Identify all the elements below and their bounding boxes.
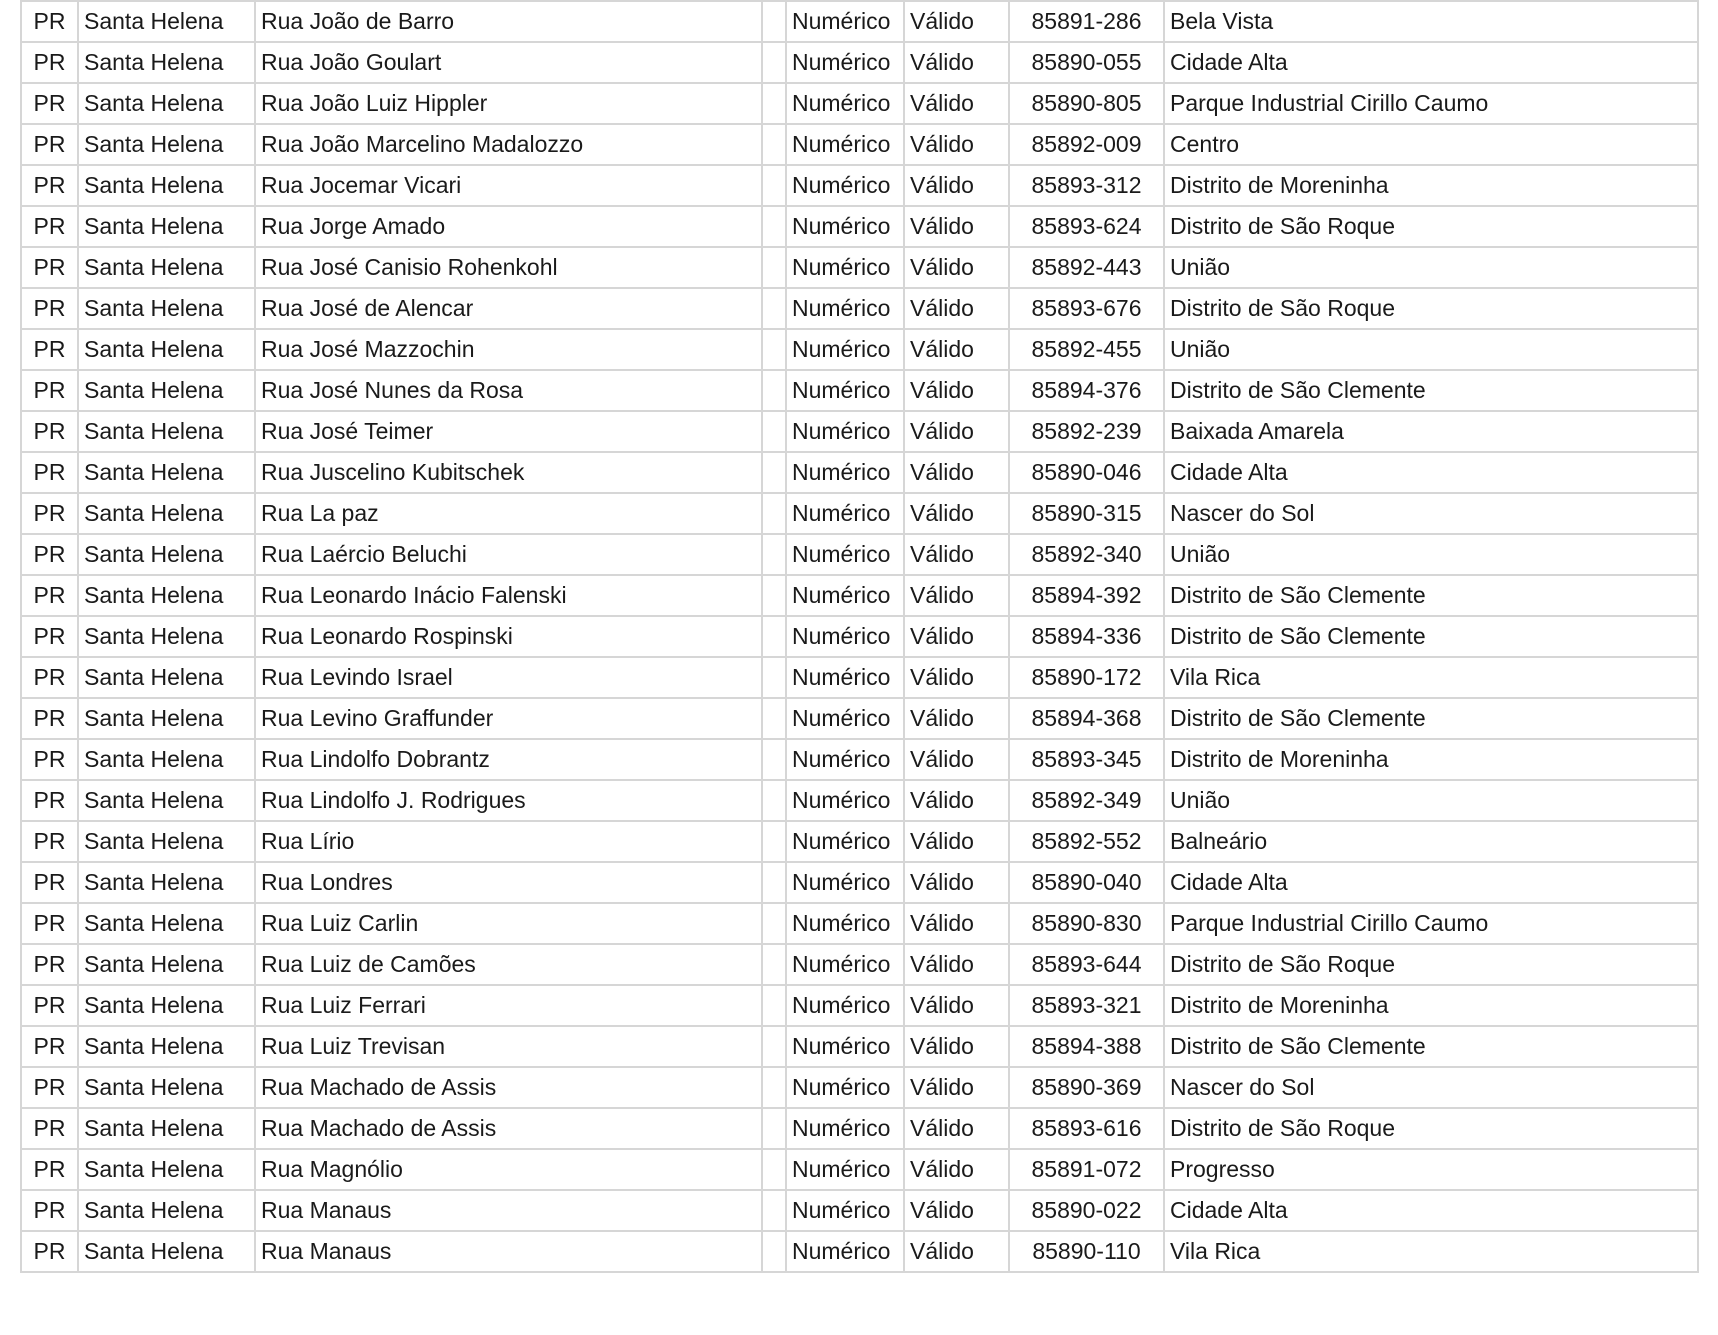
number-type-cell: Numérico [786, 1108, 904, 1149]
city-cell: Santa Helena [78, 452, 255, 493]
cep-cell: 85890-830 [1009, 903, 1164, 944]
table-row [21, 944, 1698, 985]
number-type-cell: Numérico [786, 1067, 904, 1108]
state-cell: PR [21, 1067, 78, 1108]
table-row [21, 42, 1698, 83]
status-cell: Válido [904, 1190, 1009, 1231]
city-cell: Santa Helena [78, 124, 255, 165]
status-cell: Válido [904, 493, 1009, 534]
table-row [21, 698, 1698, 739]
number-type-cell: Numérico [786, 370, 904, 411]
number-type-cell: Numérico [786, 985, 904, 1026]
table-row [21, 1, 1698, 42]
city-cell: Santa Helena [78, 1108, 255, 1149]
street-cell: Rua Lindolfo J. Rodrigues [255, 780, 762, 821]
city-cell: Santa Helena [78, 821, 255, 862]
city-cell: Santa Helena [78, 903, 255, 944]
table-row [21, 1190, 1698, 1231]
state-cell: PR [21, 247, 78, 288]
blank-cell [762, 1231, 786, 1272]
city-cell: Santa Helena [78, 1149, 255, 1190]
status-cell: Válido [904, 83, 1009, 124]
status-cell: Válido [904, 247, 1009, 288]
state-cell: PR [21, 698, 78, 739]
city-cell: Santa Helena [78, 657, 255, 698]
street-cell: Rua Londres [255, 862, 762, 903]
state-cell: PR [21, 739, 78, 780]
table-row [21, 1108, 1698, 1149]
status-cell: Válido [904, 821, 1009, 862]
city-cell: Santa Helena [78, 165, 255, 206]
street-cell: Rua Luiz Ferrari [255, 985, 762, 1026]
status-cell: Válido [904, 1231, 1009, 1272]
number-type-cell: Numérico [786, 657, 904, 698]
city-cell: Santa Helena [78, 411, 255, 452]
cep-cell: 85892-552 [1009, 821, 1164, 862]
table-row [21, 288, 1698, 329]
table-row [21, 411, 1698, 452]
cep-cell: 85894-336 [1009, 616, 1164, 657]
street-cell: Rua João Marcelino Madalozzo [255, 124, 762, 165]
state-cell: PR [21, 1108, 78, 1149]
city-cell: Santa Helena [78, 1067, 255, 1108]
neighborhood-cell: Nascer do Sol [1164, 493, 1698, 534]
street-cell: Rua Machado de Assis [255, 1108, 762, 1149]
status-cell: Válido [904, 534, 1009, 575]
status-cell: Válido [904, 575, 1009, 616]
neighborhood-cell: Baixada Amarela [1164, 411, 1698, 452]
blank-cell [762, 862, 786, 903]
status-cell: Válido [904, 903, 1009, 944]
city-cell: Santa Helena [78, 1231, 255, 1272]
table-row [21, 780, 1698, 821]
table-row [21, 329, 1698, 370]
number-type-cell: Numérico [786, 124, 904, 165]
number-type-cell: Numérico [786, 862, 904, 903]
table-row [21, 370, 1698, 411]
state-cell: PR [21, 206, 78, 247]
city-cell: Santa Helena [78, 985, 255, 1026]
city-cell: Santa Helena [78, 83, 255, 124]
neighborhood-cell: Parque Industrial Cirillo Caumo [1164, 83, 1698, 124]
cep-cell: 85894-368 [1009, 698, 1164, 739]
neighborhood-cell: Cidade Alta [1164, 1190, 1698, 1231]
blank-cell [762, 575, 786, 616]
table-row [21, 1149, 1698, 1190]
status-cell: Válido [904, 698, 1009, 739]
state-cell: PR [21, 534, 78, 575]
table-row [21, 493, 1698, 534]
blank-cell [762, 1108, 786, 1149]
state-cell: PR [21, 780, 78, 821]
neighborhood-cell: Vila Rica [1164, 657, 1698, 698]
table-row [21, 165, 1698, 206]
cep-cell: 85890-055 [1009, 42, 1164, 83]
street-cell: Rua La paz [255, 493, 762, 534]
state-cell: PR [21, 985, 78, 1026]
street-cell: Rua João Luiz Hippler [255, 83, 762, 124]
state-cell: PR [21, 1026, 78, 1067]
table-row [21, 985, 1698, 1026]
blank-cell [762, 288, 786, 329]
street-cell: Rua João Goulart [255, 42, 762, 83]
street-cell: Rua Luiz de Camões [255, 944, 762, 985]
number-type-cell: Numérico [786, 1231, 904, 1272]
neighborhood-cell: Progresso [1164, 1149, 1698, 1190]
number-type-cell: Numérico [786, 780, 904, 821]
street-cell: Rua Lírio [255, 821, 762, 862]
state-cell: PR [21, 616, 78, 657]
blank-cell [762, 1190, 786, 1231]
state-cell: PR [21, 821, 78, 862]
number-type-cell: Numérico [786, 698, 904, 739]
street-cell: Rua Machado de Assis [255, 1067, 762, 1108]
blank-cell [762, 452, 786, 493]
city-cell: Santa Helena [78, 288, 255, 329]
number-type-cell: Numérico [786, 411, 904, 452]
blank-cell [762, 42, 786, 83]
city-cell: Santa Helena [78, 206, 255, 247]
cep-cell: 85890-040 [1009, 862, 1164, 903]
state-cell: PR [21, 288, 78, 329]
neighborhood-cell: Cidade Alta [1164, 862, 1698, 903]
status-cell: Válido [904, 985, 1009, 1026]
state-cell: PR [21, 944, 78, 985]
neighborhood-cell: Distrito de São Clemente [1164, 698, 1698, 739]
cep-cell: 85893-321 [1009, 985, 1164, 1026]
status-cell: Válido [904, 370, 1009, 411]
city-cell: Santa Helena [78, 493, 255, 534]
blank-cell [762, 493, 786, 534]
table-row [21, 534, 1698, 575]
neighborhood-cell: Vila Rica [1164, 1231, 1698, 1272]
cep-cell: 85890-110 [1009, 1231, 1164, 1272]
cep-cell: 85890-369 [1009, 1067, 1164, 1108]
cep-cell: 85891-072 [1009, 1149, 1164, 1190]
state-cell: PR [21, 42, 78, 83]
cep-cell: 85892-455 [1009, 329, 1164, 370]
street-cell: Rua José Canisio Rohenkohl [255, 247, 762, 288]
street-cell: Rua José Teimer [255, 411, 762, 452]
cep-cell: 85892-340 [1009, 534, 1164, 575]
status-cell: Válido [904, 452, 1009, 493]
street-cell: Rua Leonardo Rospinski [255, 616, 762, 657]
street-cell: Rua Levindo Israel [255, 657, 762, 698]
cep-cell: 85890-315 [1009, 493, 1164, 534]
table-row [21, 616, 1698, 657]
street-cell: Rua Leonardo Inácio Falenski [255, 575, 762, 616]
cep-cell: 85892-009 [1009, 124, 1164, 165]
state-cell: PR [21, 862, 78, 903]
blank-cell [762, 411, 786, 452]
state-cell: PR [21, 370, 78, 411]
neighborhood-cell: União [1164, 247, 1698, 288]
number-type-cell: Numérico [786, 206, 904, 247]
neighborhood-cell: União [1164, 534, 1698, 575]
table-row [21, 206, 1698, 247]
status-cell: Válido [904, 329, 1009, 370]
street-cell: Rua Juscelino Kubitschek [255, 452, 762, 493]
status-cell: Válido [904, 862, 1009, 903]
table-row [21, 1067, 1698, 1108]
status-cell: Válido [904, 1067, 1009, 1108]
number-type-cell: Numérico [786, 329, 904, 370]
status-cell: Válido [904, 944, 1009, 985]
cep-cell: 85890-022 [1009, 1190, 1164, 1231]
blank-cell [762, 247, 786, 288]
city-cell: Santa Helena [78, 575, 255, 616]
neighborhood-cell: Distrito de São Roque [1164, 288, 1698, 329]
street-cell: Rua Laércio Beluchi [255, 534, 762, 575]
neighborhood-cell: Distrito de Moreninha [1164, 165, 1698, 206]
table-row [21, 1026, 1698, 1067]
blank-cell [762, 944, 786, 985]
neighborhood-cell: Distrito de São Roque [1164, 206, 1698, 247]
number-type-cell: Numérico [786, 944, 904, 985]
state-cell: PR [21, 1, 78, 42]
blank-cell [762, 83, 786, 124]
street-cell: Rua Luiz Carlin [255, 903, 762, 944]
state-cell: PR [21, 83, 78, 124]
street-cell: Rua Manaus [255, 1190, 762, 1231]
neighborhood-cell: Bela Vista [1164, 1, 1698, 42]
city-cell: Santa Helena [78, 698, 255, 739]
neighborhood-cell: União [1164, 329, 1698, 370]
status-cell: Válido [904, 42, 1009, 83]
city-cell: Santa Helena [78, 534, 255, 575]
neighborhood-cell: Distrito de São Roque [1164, 1108, 1698, 1149]
status-cell: Válido [904, 288, 1009, 329]
cep-cell: 85892-239 [1009, 411, 1164, 452]
neighborhood-cell: Distrito de Moreninha [1164, 739, 1698, 780]
neighborhood-cell: Distrito de São Clemente [1164, 575, 1698, 616]
street-cell: Rua Levino Graffunder [255, 698, 762, 739]
status-cell: Válido [904, 124, 1009, 165]
cep-cell: 85893-345 [1009, 739, 1164, 780]
status-cell: Válido [904, 739, 1009, 780]
city-cell: Santa Helena [78, 1, 255, 42]
blank-cell [762, 124, 786, 165]
number-type-cell: Numérico [786, 42, 904, 83]
state-cell: PR [21, 1190, 78, 1231]
city-cell: Santa Helena [78, 42, 255, 83]
city-cell: Santa Helena [78, 739, 255, 780]
blank-cell [762, 370, 786, 411]
cep-cell: 85893-312 [1009, 165, 1164, 206]
blank-cell [762, 657, 786, 698]
cep-cell: 85890-805 [1009, 83, 1164, 124]
street-cell: Rua Manaus [255, 1231, 762, 1272]
number-type-cell: Numérico [786, 1190, 904, 1231]
cep-cell: 85894-388 [1009, 1026, 1164, 1067]
cep-cell: 85890-172 [1009, 657, 1164, 698]
number-type-cell: Numérico [786, 165, 904, 206]
blank-cell [762, 1149, 786, 1190]
blank-cell [762, 985, 786, 1026]
state-cell: PR [21, 657, 78, 698]
blank-cell [762, 206, 786, 247]
neighborhood-cell: Distrito de São Clemente [1164, 616, 1698, 657]
city-cell: Santa Helena [78, 1026, 255, 1067]
number-type-cell: Numérico [786, 903, 904, 944]
street-cell: Rua José Nunes da Rosa [255, 370, 762, 411]
state-cell: PR [21, 575, 78, 616]
neighborhood-cell: Balneário [1164, 821, 1698, 862]
city-cell: Santa Helena [78, 862, 255, 903]
state-cell: PR [21, 329, 78, 370]
number-type-cell: Numérico [786, 575, 904, 616]
status-cell: Válido [904, 1149, 1009, 1190]
table-row [21, 862, 1698, 903]
blank-cell [762, 616, 786, 657]
number-type-cell: Numérico [786, 1149, 904, 1190]
state-cell: PR [21, 452, 78, 493]
neighborhood-cell: Distrito de São Clemente [1164, 1026, 1698, 1067]
table-row [21, 124, 1698, 165]
blank-cell [762, 165, 786, 206]
cep-cell: 85893-676 [1009, 288, 1164, 329]
table-row [21, 575, 1698, 616]
status-cell: Válido [904, 1108, 1009, 1149]
street-cell: Rua Luiz Trevisan [255, 1026, 762, 1067]
number-type-cell: Numérico [786, 288, 904, 329]
blank-cell [762, 1, 786, 42]
number-type-cell: Numérico [786, 452, 904, 493]
neighborhood-cell: Cidade Alta [1164, 452, 1698, 493]
street-cell: Rua José de Alencar [255, 288, 762, 329]
neighborhood-cell: Centro [1164, 124, 1698, 165]
table-body [21, 1, 1698, 1272]
city-cell: Santa Helena [78, 370, 255, 411]
table-row [21, 739, 1698, 780]
city-cell: Santa Helena [78, 329, 255, 370]
state-cell: PR [21, 493, 78, 534]
neighborhood-cell: Parque Industrial Cirillo Caumo [1164, 903, 1698, 944]
number-type-cell: Numérico [786, 493, 904, 534]
cep-cell: 85893-616 [1009, 1108, 1164, 1149]
blank-cell [762, 1067, 786, 1108]
city-cell: Santa Helena [78, 247, 255, 288]
state-cell: PR [21, 165, 78, 206]
table-row [21, 83, 1698, 124]
status-cell: Válido [904, 780, 1009, 821]
neighborhood-cell: Distrito de São Roque [1164, 944, 1698, 985]
neighborhood-cell: Cidade Alta [1164, 42, 1698, 83]
cep-cell: 85893-624 [1009, 206, 1164, 247]
blank-cell [762, 739, 786, 780]
status-cell: Válido [904, 657, 1009, 698]
city-cell: Santa Helena [78, 1190, 255, 1231]
address-table [20, 0, 1699, 1273]
table-row [21, 903, 1698, 944]
status-cell: Válido [904, 411, 1009, 452]
street-cell: Rua Magnólio [255, 1149, 762, 1190]
street-cell: Rua José Mazzochin [255, 329, 762, 370]
number-type-cell: Numérico [786, 83, 904, 124]
blank-cell [762, 1026, 786, 1067]
cep-cell: 85890-046 [1009, 452, 1164, 493]
city-cell: Santa Helena [78, 944, 255, 985]
state-cell: PR [21, 903, 78, 944]
cep-cell: 85894-392 [1009, 575, 1164, 616]
number-type-cell: Numérico [786, 1, 904, 42]
number-type-cell: Numérico [786, 534, 904, 575]
neighborhood-cell: Nascer do Sol [1164, 1067, 1698, 1108]
cep-cell: 85894-376 [1009, 370, 1164, 411]
street-cell: Rua Jocemar Vicari [255, 165, 762, 206]
number-type-cell: Numérico [786, 247, 904, 288]
number-type-cell: Numérico [786, 616, 904, 657]
table-row [21, 821, 1698, 862]
cep-cell: 85891-286 [1009, 1, 1164, 42]
number-type-cell: Numérico [786, 739, 904, 780]
blank-cell [762, 821, 786, 862]
neighborhood-cell: Distrito de Moreninha [1164, 985, 1698, 1026]
city-cell: Santa Helena [78, 616, 255, 657]
neighborhood-cell: Distrito de São Clemente [1164, 370, 1698, 411]
number-type-cell: Numérico [786, 1026, 904, 1067]
city-cell: Santa Helena [78, 780, 255, 821]
status-cell: Válido [904, 1, 1009, 42]
blank-cell [762, 329, 786, 370]
number-type-cell: Numérico [786, 821, 904, 862]
state-cell: PR [21, 411, 78, 452]
street-cell: Rua João de Barro [255, 1, 762, 42]
blank-cell [762, 903, 786, 944]
blank-cell [762, 698, 786, 739]
status-cell: Válido [904, 165, 1009, 206]
status-cell: Válido [904, 206, 1009, 247]
blank-cell [762, 780, 786, 821]
cep-cell: 85892-349 [1009, 780, 1164, 821]
state-cell: PR [21, 1149, 78, 1190]
table-row [21, 452, 1698, 493]
street-cell: Rua Jorge Amado [255, 206, 762, 247]
street-cell: Rua Lindolfo Dobrantz [255, 739, 762, 780]
table-row [21, 247, 1698, 288]
table-row [21, 657, 1698, 698]
cep-cell: 85893-644 [1009, 944, 1164, 985]
status-cell: Válido [904, 616, 1009, 657]
neighborhood-cell: União [1164, 780, 1698, 821]
table-row [21, 1231, 1698, 1272]
blank-cell [762, 534, 786, 575]
state-cell: PR [21, 1231, 78, 1272]
status-cell: Válido [904, 1026, 1009, 1067]
state-cell: PR [21, 124, 78, 165]
cep-cell: 85892-443 [1009, 247, 1164, 288]
